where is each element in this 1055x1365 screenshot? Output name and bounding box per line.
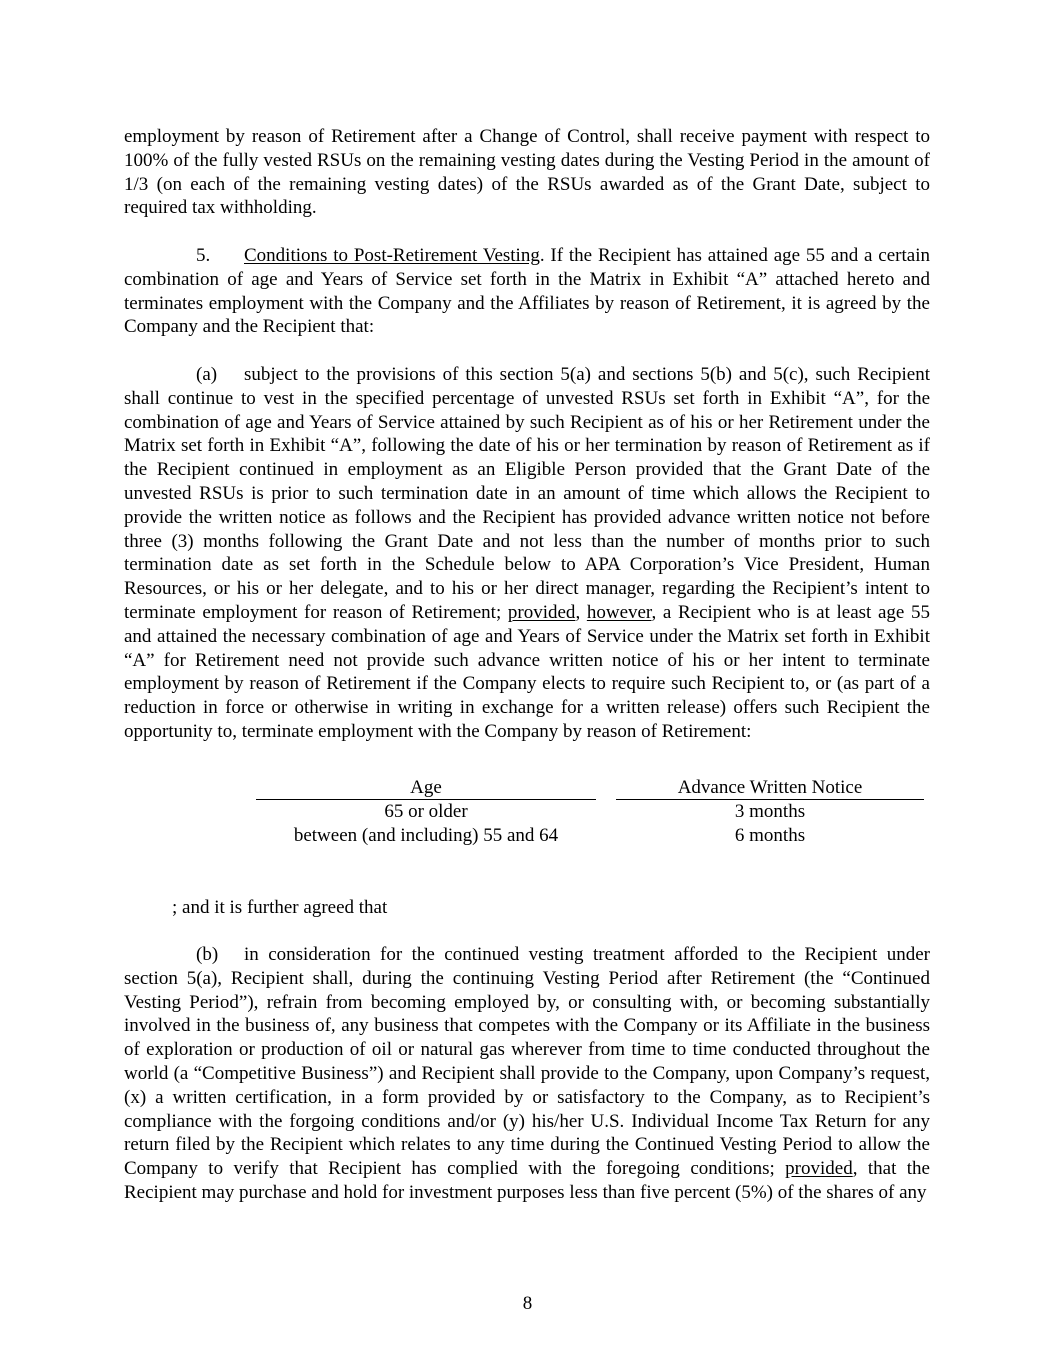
subsection-a-text-2: , a Recipient who is at least age 55 and attained the necessary combination of age and Years of Service under the Matrix set forth in Exhibit “A” for Retirement need not provide such advance written notice of his or her intent to terminate employment by reason of Retirement if the Company elects to require such Recipient to, or (as part of a reduction in force or otherwise in writing in exchange for a written release) offers such Recipient the opportunity to, terminate employment with the Company by reason of Retirement: xyxy=(124,601,930,742)
further-agreed-text: ; and it is further agreed that xyxy=(172,896,388,918)
table-cell-age: between (and including) 55 and 64 xyxy=(293,825,559,847)
subsection-b-text-2: , that the Recipient may purchase and hold for investment purposes less than five percent (5%) of the shares of any xyxy=(124,1158,930,1204)
table-row xyxy=(256,824,924,848)
section-heading: Conditions to Post-Retirement Vesting xyxy=(244,244,540,266)
provided-term: provided xyxy=(507,601,576,623)
subsection-a-paragraph xyxy=(124,363,930,744)
table-header-age: Age xyxy=(256,776,596,801)
notice-schedule-table xyxy=(256,776,924,848)
subsection-b-label: (b) xyxy=(196,944,219,966)
paragraph-intro: employment by reason of Retirement after a Change of Control, shall receive payment with respect to 100% of the fully vested RSUs on the remaining vesting dates during the Vesting Period in the amount of 1/3 (on each of the remaining vesting dates) of the RSUs awarded as of the Grant Date, subject to required tax withholding. xyxy=(124,126,930,219)
subsection-b-text-1: in consideration for the continued vesting treatment afforded to the Recipient under section 5(a), Recipient shall, during the continuing Vesting Period after Retirement (the “Continued Vesting Period”), refrain from becoming employed by, or consulting with, or becoming substantially involved in the business of, any business that competes with the Company or its Affiliate in the business of exploration or production of oil or natural gas wherever from time to time conducted throughout the world (a “Competitive Business”) and Recipient shall provide to the Company, upon Company’s request, (x) a written certification, in a form provided by or satisfactory to the Company, as to Recipient’s compliance with the forgoing conditions and/or (y) his/her U.S. Individual Income Tax Return for any return filed by the Recipient which relates to any time during the Continued Vesting Period to allow the Company to verify that Recipient has complied with the foregoing conditions; xyxy=(124,944,930,1180)
table-row xyxy=(256,800,924,824)
section-5-paragraph xyxy=(124,244,930,339)
subsection-b-paragraph xyxy=(124,943,930,1205)
table-cell-notice: 6 months xyxy=(734,825,806,847)
page-number: 8 xyxy=(522,1293,533,1314)
section-5-text: If the Recipient has attained age 55 and a certain combination of age and Years of Service set forth in the Matrix in Exhibit “A” attached hereto and terminates employment with the Company and the Affiliates by reason of Retirement, it is agreed by the Company and the Recipient that: xyxy=(124,244,930,338)
subsection-a-label: (a) xyxy=(196,363,218,385)
heading-punct: . xyxy=(539,244,545,266)
table-cell-notice: 3 months xyxy=(734,801,806,823)
comma: , xyxy=(575,601,587,623)
document-page xyxy=(124,125,930,1205)
subsection-a-text-1: subject to the provisions of this section 5(a) and sections 5(b) and 5(c), such Recipient shall continue to vest in the specified percentage of unvested RSUs set forth in Exhibit “A”, for the combination of age and Years of Service attained by such Recipient as of his or her Retirement under the Matrix set forth in Exhibit “A”, following the date of his or her termination by reason of Retirement as if the Recipient continued in employment as an Eligible Person provided that the Grant Date of the unvested RSUs is prior to such termination date in an amount of time which allows the Recipient to provide the written notice as follows and the Recipient has provided advance written notice not before three (3) months following the Grant Date and not less than the number of months prior to such termination date as set forth in the Schedule below to APA Corporation’s Vice President, Human Resources, or his or her delegate, and to his or her direct manager, regarding the Recipient’s intent to terminate employment for reason of Retirement; xyxy=(124,363,930,623)
table-header-row xyxy=(256,776,924,801)
table-header-notice: Advance Written Notice xyxy=(616,776,924,801)
section-number: 5. xyxy=(196,244,211,266)
however-term: however xyxy=(586,601,652,623)
further-agreed-line xyxy=(124,896,930,920)
provided-term: provided xyxy=(785,1158,853,1180)
table-cell-age: 65 or older xyxy=(384,801,468,823)
